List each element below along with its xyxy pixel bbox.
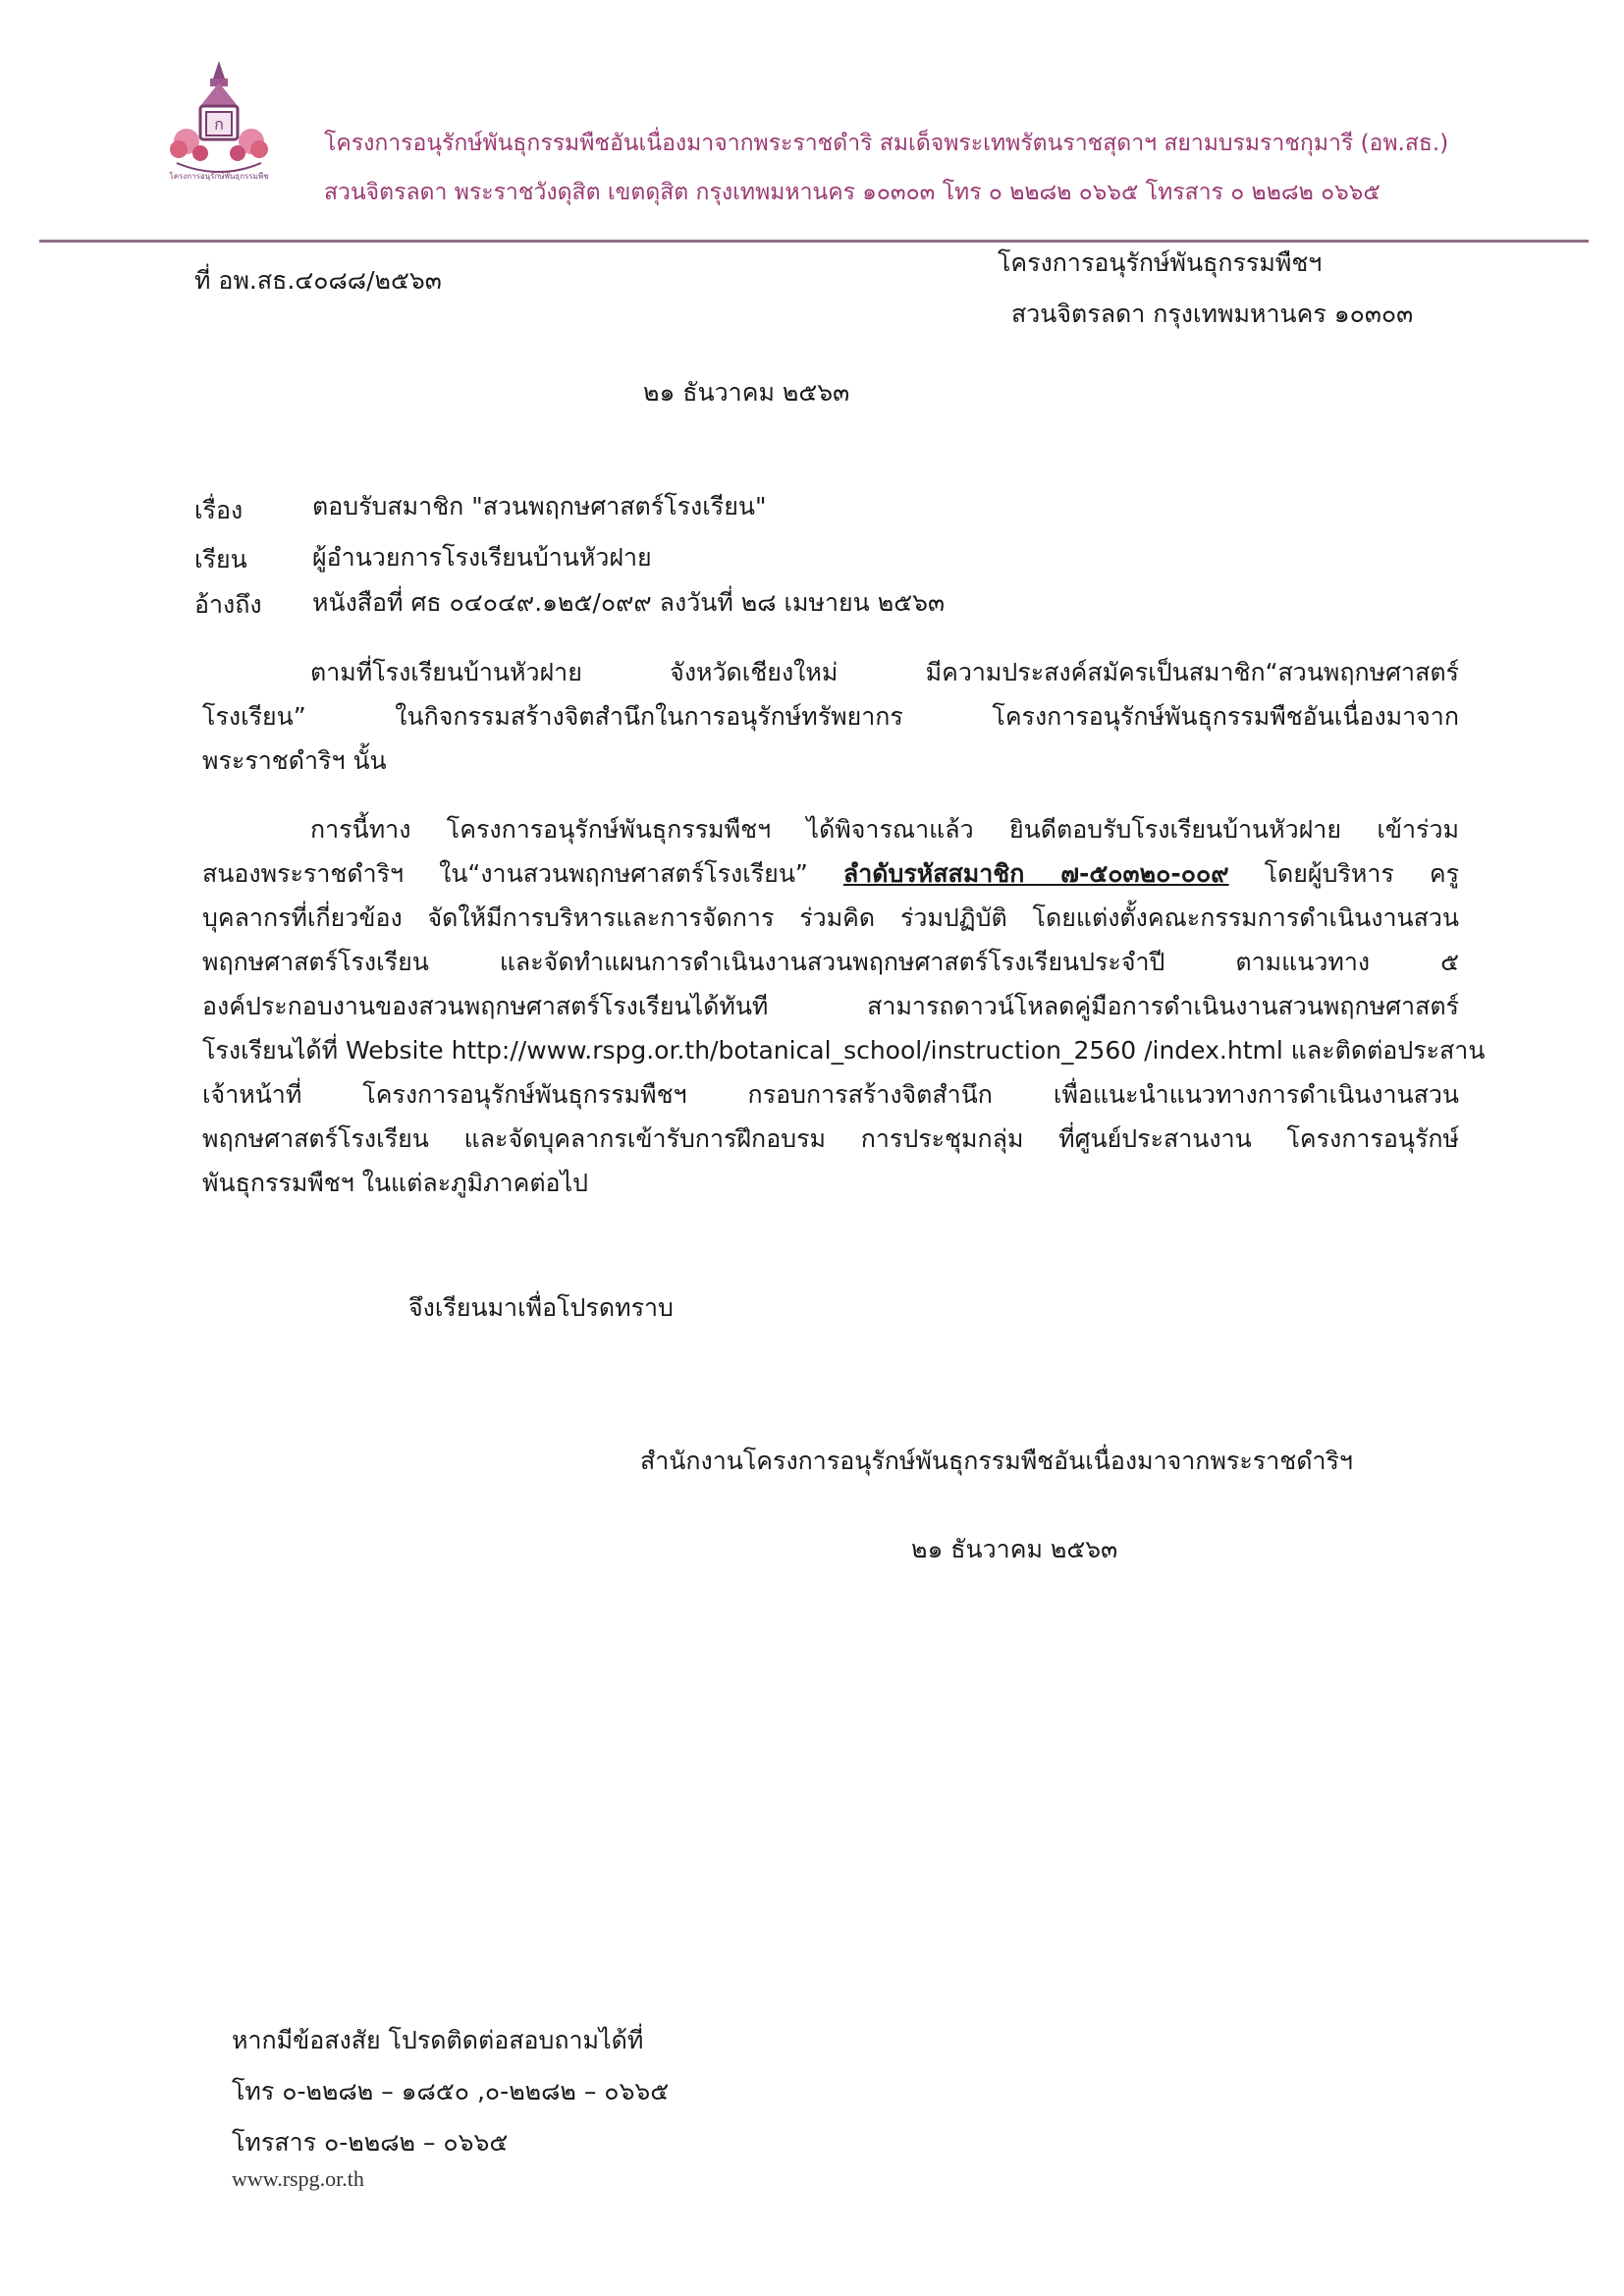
- reference-label: อ้างถึง: [194, 590, 262, 619]
- footer-fax: โทรสาร ๐-๒๒๘๒ – ๐๖๖๕: [232, 2128, 509, 2157]
- sender-name: โครงการอนุรักษ์พันธุกรรมพืชฯ: [998, 248, 1323, 277]
- signature-date: ๒๑ ธันวาคม ๒๕๖๓: [911, 1535, 1118, 1563]
- para2-line: พฤกษศาสตร์โรงเรียน และจัดบุคลากรเข้ารับการฝึกอบรม การประชุมกลุ่ม ที่ศูนย์ประสานงาน โครงการอนุรักษ์: [202, 1124, 1459, 1153]
- letter-date: ๒๑ ธันวาคม ๒๕๖๓: [643, 378, 850, 407]
- para2-line2-post: โดยผู้บริหาร ครู: [1228, 859, 1460, 888]
- para2-line: พฤกษศาสตร์โรงเรียน และจัดทำแผนการดำเนินงานสวนพฤกษศาสตร์โรงเรียนประจำปี ตามแนวทาง ๕: [202, 948, 1459, 976]
- signature-organization: สำนักงานโครงการอนุรักษ์พันธุกรรมพืชอันเนื่องมาจากพระราชดำริฯ: [640, 1447, 1353, 1475]
- para1-line: พระราชดำริฯ นั้น: [202, 746, 387, 775]
- footer-website: www.rspg.or.th: [232, 2166, 364, 2191]
- reference-value: หนังสือที่ ศธ ๐๔๐๔๙.๑๒๕/๐๙๙ ลงวันที่ ๒๘ เมษายน ๒๕๖๓: [312, 588, 946, 617]
- para2-line-member: [202, 851, 1459, 896]
- body-paragraph-1: [202, 650, 1459, 783]
- para2-line: บุคลากรที่เกี่ยวข้อง จัดให้มีการบริหารและการจัดการ ร่วมคิด ร่วมปฏิบัติ โดยแต่งตั้งคณะกรรมการดำเนินงานสวน: [202, 903, 1459, 932]
- para1-line: ตามที่โรงเรียนบ้านหัวฝาย จังหวัดเชียงใหม่ มีความประสงค์สมัครเป็นสมาชิก“สวนพฤกษศาสตร์: [310, 658, 1459, 686]
- subject-value: ตอบรับสมาชิก "สวนพฤกษศาสตร์โรงเรียน": [312, 492, 767, 520]
- logo-ribbon-text: โครงการอนุรักษ์พันธุกรรมพืช: [169, 172, 269, 181]
- to-label: เรียน: [194, 545, 247, 574]
- para2-line: เจ้าหน้าที่ โครงการอนุรักษ์พันธุกรรมพืชฯ กรอบการสร้างจิตสำนึก เพื่อแนะนำแนวทางการดำเนินงานสวน: [202, 1080, 1459, 1109]
- svg-text:ก: ก: [214, 115, 224, 134]
- reference-number: ที่ อพ.สธ.๔๐๘๘/๒๕๖๓: [194, 266, 442, 295]
- footer-phone: โทร ๐-๒๒๘๒ – ๑๘๕๐ ,๐-๒๒๘๒ – ๐๖๖๕: [232, 2077, 670, 2105]
- para2-line: พันธุกรรมพืชฯ ในแต่ละภูมิภาคต่อไป: [202, 1169, 589, 1197]
- to-value: ผู้อำนวยการโรงเรียนบ้านหัวฝาย: [312, 543, 652, 572]
- para2-line-website: โรงเรียนได้ที่ Website http://www.rspg.or.th/botanical_school/instruction_2560 /index.html และติดต่อประสาน: [202, 1036, 1486, 1065]
- para2-line: การนี้ทาง โครงการอนุรักษ์พันธุกรรมพืชฯ ได้พิจารณาแล้ว ยินดีตอบรับโรงเรียนบ้านหัวฝาย เข้าร่วม: [310, 815, 1459, 844]
- member-code: ลำดับรหัสสมาชิก ๗-๕๐๓๒๐-๐๐๙: [842, 859, 1229, 888]
- subject-label: เรื่อง: [194, 496, 244, 524]
- para1-line: โรงเรียน” ในกิจกรรมสร้างจิตสำนึกในการอนุรักษ์ทรัพยากร โครงการอนุรักษ์พันธุกรรมพืชอันเนื่องมาจาก: [202, 702, 1459, 731]
- rspg-emblem-logo: [157, 57, 281, 187]
- letterhead-divider: [39, 240, 1589, 243]
- footer-contact-note: หากมีข้อสงสัย โปรดติดต่อสอบถามได้ที่: [232, 2026, 644, 2054]
- letterhead-project-name: โครงการอนุรักษ์พันธุกรรมพืชอันเนื่องมาจากพระราชดำริ สมเด็จพระเทพรัตนราชสุดาฯ สยามบรมราชกุมารี (อพ.สธ.): [324, 131, 1449, 156]
- para2-line2-pre: สนองพระราชดำริฯ ใน“งานสวนพฤกษศาสตร์โรงเรียน”: [202, 859, 843, 888]
- letterhead-address: สวนจิตรลดา พระราชวังดุสิต เขตดุสิต กรุงเทพมหานคร ๑๐๓๐๓ โทร ๐ ๒๒๘๒ ๐๖๖๕ โทรสาร ๐ ๒๒๘๒ ๐๖๖๕: [324, 180, 1380, 205]
- sender-address: สวนจิตรลดา กรุงเทพมหานคร ๑๐๓๐๓: [1011, 300, 1414, 328]
- body-paragraph-2: [202, 807, 1486, 1205]
- para2-line: องค์ประกอบงานของสวนพฤกษศาสตร์โรงเรียนได้ทันที สามารถดาวน์โหลดคู่มือการดำเนินงานสวนพฤกษศาสตร์: [202, 992, 1459, 1020]
- closing-line: จึงเรียนมาเพื่อโปรดทราบ: [408, 1293, 674, 1322]
